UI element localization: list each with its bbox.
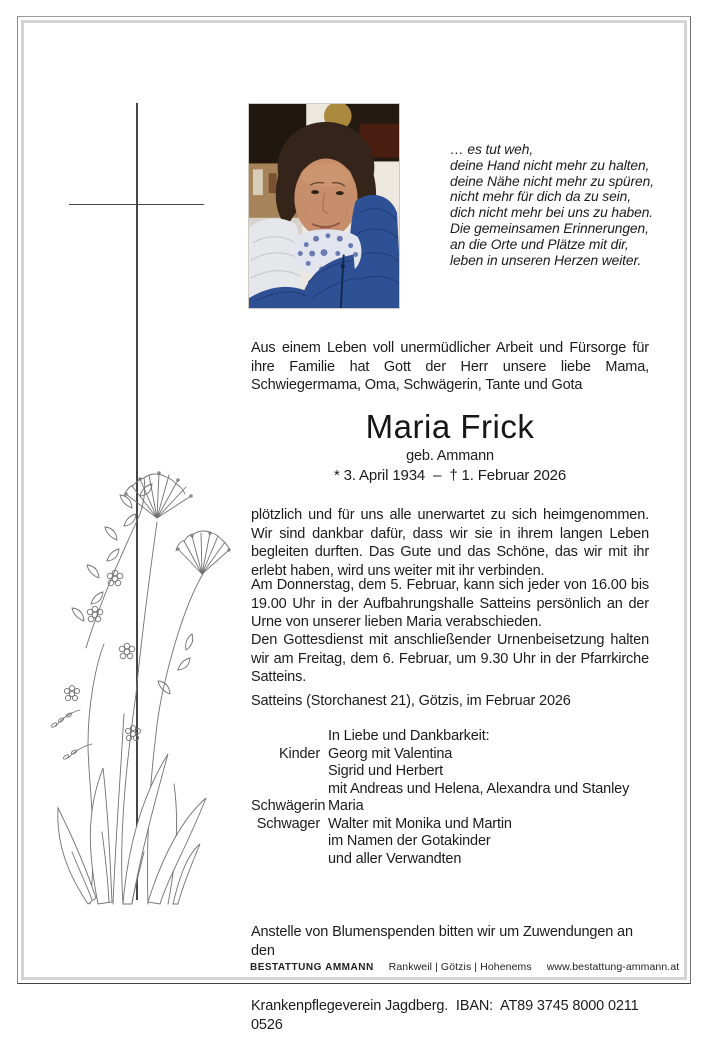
funeral-home-website: www.bestattung-ammann.at	[546, 961, 680, 973]
mourner-row	[251, 851, 649, 869]
portrait-photo	[248, 103, 400, 309]
funeral-home-locations: Rankweil | Götzis | Hohenems	[388, 961, 532, 973]
funeral-home-brand	[250, 962, 374, 973]
mourner-row	[251, 816, 649, 834]
funeral-home-footer	[250, 961, 679, 973]
mourner-row	[251, 798, 649, 816]
poem-line: deine Hand nicht mehr zu halten,	[450, 157, 650, 173]
mourner-names: mit Andreas und Helena, Alexandra und Stanley	[328, 780, 630, 797]
poem-line: … es tut weh,	[450, 142, 534, 157]
location-date-line: Satteins (Storchanest 21), Götzis, im Februar 2026	[251, 693, 571, 709]
mourner-relation	[251, 851, 320, 869]
paragraph-funeral: Den Gottesdienst mit anschließender Urnenbeisetzung halten wir am Freitag, dem 6. Februar, um 9.30 Uhr in der Pfarrkirche Satteins.	[251, 632, 649, 685]
birth-death-dates: * 3. April 1934 – † 1. Februar 2026	[333, 467, 567, 484]
mourner-names: In Liebe und Dankbarkeit:	[328, 728, 490, 744]
paragraph-viewing: Am Donnerstag, dem 5. Februar, kann sich jeder von 16.00 bis 19.00 Uhr in der Aufbahrungshalle Satteins persönlich an der Urne von unserer lieben Maria verabschieden.	[251, 577, 649, 630]
poem-text	[450, 142, 688, 268]
donation-line: Anstelle von Blumenspenden bitten wir um Zuwendungen an den	[251, 924, 637, 959]
mourner-relation: Kinder	[278, 745, 320, 762]
deceased-name: Maria Frick	[365, 408, 535, 445]
poem-line: leben in unseren Herzen weiter.	[450, 252, 642, 268]
donation-line: Krankenpflegeverein Jagdberg. IBAN: AT89 3745 8000 0211 0526	[251, 998, 643, 1033]
mourner-relation	[251, 728, 320, 746]
funeral-home-brand-name: AMMANN	[325, 962, 374, 973]
poem-line: deine Nähe nicht mehr zu spüren,	[450, 173, 654, 189]
paragraph-passing: plötzlich und für uns alle unerwartet zu sich heimgenommen. Wir sind dankbar dafür, dass wir sie in ihrem langen Leben begleiten durften. Das Gute und das Schöne, das wir mit ihr erlebt haben, wird uns weiter mit ihr verbinden.	[251, 507, 649, 579]
maiden-name: geb. Ammann	[406, 448, 494, 464]
mourner-row	[251, 763, 649, 781]
mourner-names: Georg mit Valentina	[328, 745, 453, 762]
poem-line: nicht mehr für dich da zu sein,	[450, 189, 631, 205]
intro-paragraph: Aus einem Leben voll unermüdlicher Arbeit und Fürsorge für ihre Familie hat Gott der Herr unsere liebe Mama, Schwiegermama, Oma, Schwägerin, Tante und Gota	[251, 340, 649, 393]
mourner-relation	[251, 781, 320, 799]
mourner-relation	[251, 833, 320, 851]
mourner-relation	[251, 763, 320, 781]
mourner-relation: Schwager	[256, 815, 320, 832]
portrait-photo-illustration	[249, 104, 399, 308]
wildflowers-sketch-icon	[28, 452, 235, 910]
poem-line: an die Orte und Plätze mit dir,	[450, 236, 629, 252]
mourner-names: Walter mit Monika und Martin	[328, 815, 512, 832]
mourner-names: im Namen der Gotakinder	[328, 833, 491, 849]
mourner-row	[251, 833, 649, 851]
mourner-names: Sigrid und Herbert	[328, 763, 443, 779]
mourners-list	[251, 728, 649, 868]
mourner-row	[251, 746, 649, 764]
poem-line: Die gemeinsamen Erinnerungen,	[450, 220, 649, 236]
poem-line: dich nicht mehr bei uns zu haben.	[450, 205, 654, 221]
mourner-names: und aller Verwandten	[328, 850, 462, 867]
mourner-names: Maria	[328, 798, 364, 814]
wildflowers-sketch	[28, 452, 235, 910]
funeral-home-brand-prefix: BESTATTUNG	[250, 962, 326, 973]
mourner-row	[251, 781, 649, 799]
mourner-row	[251, 728, 649, 746]
mourner-relation: Schwägerin	[251, 798, 326, 814]
cross-horizontal-beam	[69, 204, 204, 206]
